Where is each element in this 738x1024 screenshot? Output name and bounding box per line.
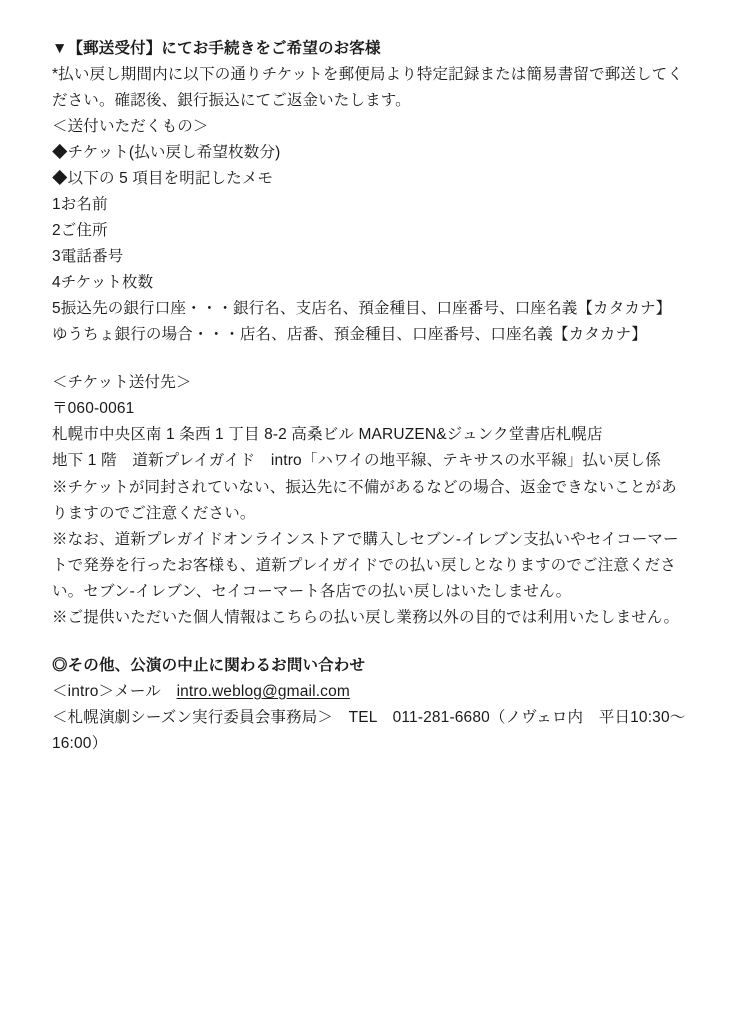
memo-item-ticket-count: 4チケット枚数 bbox=[52, 274, 154, 292]
memo-item-name: 1お名前 bbox=[52, 196, 108, 214]
contact-heading: ◎その他、公演の中止に関わるお問い合わせ bbox=[52, 656, 366, 674]
ticket-destination-heading: ＜チケット送付先＞ bbox=[52, 374, 192, 392]
mail-application-instruction: *払い戻し期間内に以下の通りチケットを郵便局より特定記録または簡易書留で郵送してください。確認後、銀行振込にてご返金いたします。 bbox=[52, 66, 683, 110]
section-spacer-2 bbox=[52, 631, 690, 653]
send-item-ticket: ◆チケット(払い戻し希望枚数分) bbox=[52, 144, 281, 162]
contact-intro-line bbox=[52, 679, 690, 705]
address-line-2: 地下 1 階 道新プレイガイド intro「ハワイの地平線、テキサスの水平線」払い戻し係 bbox=[52, 452, 661, 470]
mail-application-heading: ▼【郵送受付】にてお手続きをご希望のお客様 bbox=[52, 40, 381, 57]
refund-note-2: ※なお、道新プレガイドオンラインストアで購入しセブン-イレブン支払いやセイコーマートで発券を行ったお客様も、道新プレイガイドでの払い戻しとなりますのでご注意ください。セブン-イレブン、セイコーマート各店での払い戻しはいたしません。 bbox=[52, 530, 679, 600]
memo-item-bank-account: 5振込先の銀行口座・・・銀行名、支店名、預金種目、口座番号、口座名義【カタカナ】 bbox=[52, 300, 672, 318]
postal-code: 〒060-0061 bbox=[52, 400, 135, 418]
section-spacer-1 bbox=[52, 348, 690, 370]
contact-committee-line: ＜札幌演劇シーズン実行委員会事務局＞ TEL 011-281-6680（ノヴェロ内 平日10:30〜16:00） bbox=[52, 708, 686, 752]
refund-note-3: ※ご提供いただいた個人情報はこちらの払い戻し業務以外の目的では利用いたしません。 bbox=[52, 608, 680, 626]
document-body bbox=[52, 36, 690, 757]
refund-note-1: ※チケットが同封されていない、振込先に不備があるなどの場合、返金できないことがありますのでご注意ください。 bbox=[52, 478, 677, 522]
send-items-heading: ＜送付いただくもの＞ bbox=[52, 118, 209, 136]
send-item-memo: ◆以下の 5 項目を明記したメモ bbox=[52, 170, 274, 188]
address-line-1: 札幌市中央区南 1 条西 1 丁目 8-2 高桑ビル MARUZEN&ジュンク堂書店札幌店 bbox=[52, 426, 603, 444]
memo-item-yucho-bank: ゆうちょ銀行の場合・・・店名、店番、預金種目、口座番号、口座名義【カタカナ】 bbox=[52, 326, 647, 344]
memo-item-address: 2ご住所 bbox=[52, 222, 108, 240]
contact-email-link[interactable]: intro.weblog@gmail.com bbox=[176, 682, 350, 700]
memo-item-phone: 3電話番号 bbox=[52, 248, 124, 266]
contact-intro-label: ＜intro＞メール bbox=[52, 682, 177, 700]
